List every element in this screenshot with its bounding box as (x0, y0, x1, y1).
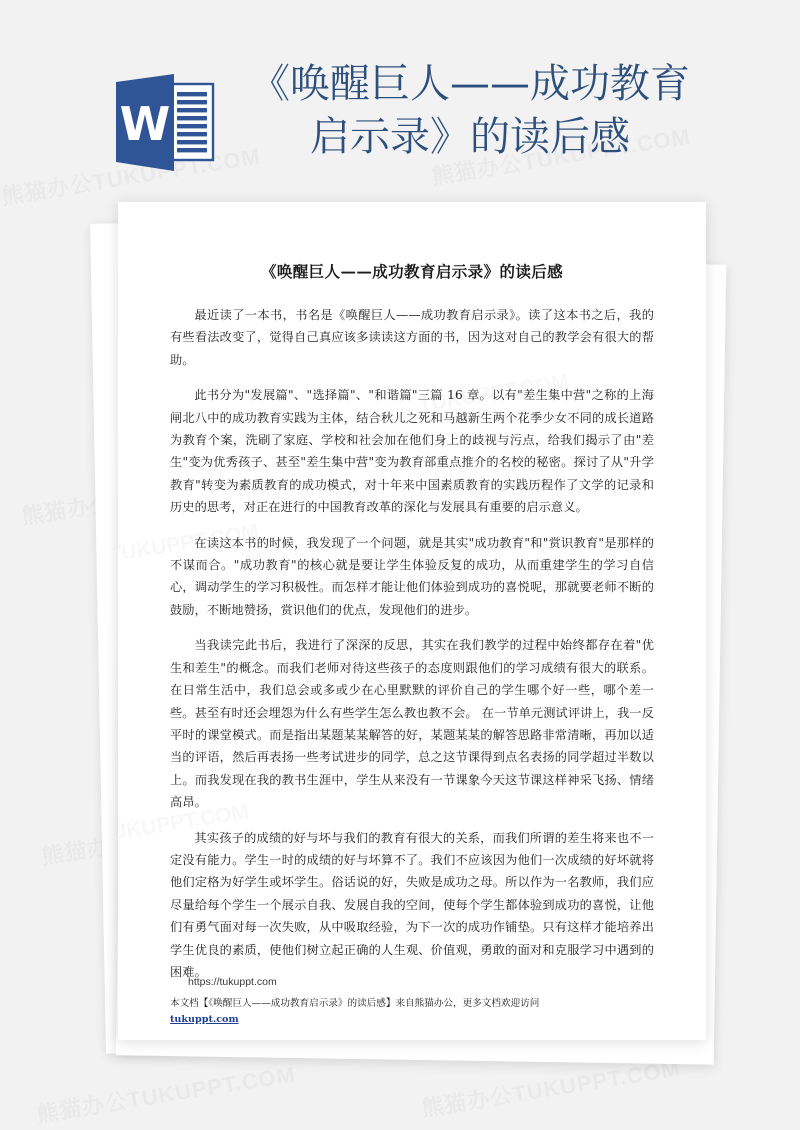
footer-note-text: 本文档【《唤醒巨人——成功教育启示录》的读后感】来自熊猫办公，更多文档欢迎访问 (170, 998, 540, 1010)
document-paragraph: 其实孩子的成绩的好与坏与我们的教育有很大的关系，而我们所谓的差生将来也不一定没有能力。学生一时的成绩的好与坏算不了。我们不应该因为他们一次成绩的好坏就将他们定格为好学生或坏学生。俗话说的好，失败是成功之母。所以作为一名教师，我们应尽量给每个学生一个展示自我、发展自我的空间，使每个学生都体验到成功的喜悦，让他们有勇气面对每一次失败，从中吸取经验，为下一次的成功作铺垫。只有这样才能培养出学生优良的素质，使他们树立起正确的人生观、价值观，勇敢的面对和克服学习中遇到的困难。 (170, 830, 654, 979)
document-footer-note (170, 996, 654, 1027)
header (0, 0, 800, 195)
document-body (118, 202, 706, 1040)
page-title: 《唤醒巨人——成功教育启示录》的读后感 (250, 61, 690, 160)
document-paragraph: 最近读了一本书，书名是《唤醒巨人——成功教育启示录》。读了这本书之后，我的有些看法改变了，觉得自己真应该多读读这方面的书，因为这对自己的教学会有很大的帮助。 (170, 308, 654, 367)
document-paragraph: 此书分为"发展篇"、"选择篇"、"和谐篇"三篇 16 章。以有"差生集中营"之称的上海闸北八中的成功教育实践为主体，结合秋儿之死和马越新生两个花季少女不同的成长道路为教育个案，洗刷了家庭、学校和社会加在他们身上的歧视与污点，给我们揭示了由"差生"变为优秀孩子、甚至"差生集中营"变为教育部重点推介的名校的秘密。探讨了从"升学教育"转变为素质教育的成功模式，对十年来中国素质教育的实践历程作了文学的记录和历史的思考，对正在进行的中国教育改革的深化与发展具有重要的启示意义。 (170, 388, 654, 515)
microsoft-word-icon (114, 74, 216, 174)
page-url-label: https://tukuppt.com (188, 976, 277, 988)
document-paragraph: 当我读完此书后，我进行了深深的反思，其实在我们教学的过程中始终都存在着"优生和差生"的概念。而我们老师对待这些孩子的态度则跟他们的学习成绩有很大的联系。在日常生活中，我们总会或多或少在心里默默的评价自己的学生哪个好一些，哪个差一些。甚至有时还会埋怨为什么有些学生怎么教也教不会。 在一节单元测试评讲上，我一反平时的课堂模式。而是指出某题某某解答的好，某题某某的解答思路非常清晰，再加以适当的评语，然后再表扬一些考试进步的同学，总之这节课得到点名表扬的同学超过半数以上。而我发现在我的教书生涯中，学生从来没有一节课象今天这节课这样神采飞扬、情绪高昂。 (170, 638, 654, 810)
document-paragraph: 在读这本书的时候，我发现了一个问题，就是其实"成功教育"和"赏识教育"是那样的不谋而合。"成功教育"的核心就是要让学生体验反复的成功，从而重建学生的学习自信心，调动学生的学习积极性。而怎样才能让他们体验到成功的喜悦呢，那就要老师不断的鼓励，不断地赞扬，赏识他们的优点，发现他们的进步。 (170, 535, 654, 617)
watermark-text (34, 1058, 298, 1130)
svg-text:W: W (119, 97, 171, 151)
document-page[interactable] (118, 202, 706, 1040)
footer-site-link[interactable]: tukuppt.com (170, 1014, 239, 1026)
document-heading: 《唤醒巨人——成功教育启示录》的读后感 (260, 262, 564, 281)
